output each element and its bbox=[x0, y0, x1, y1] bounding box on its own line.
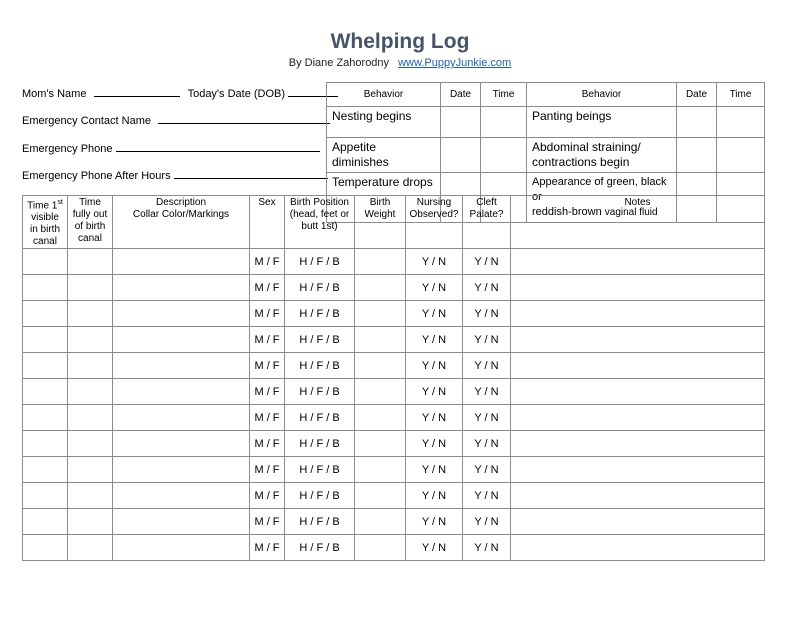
time-first-visible-header bbox=[23, 196, 68, 249]
header-text: canal bbox=[33, 236, 57, 248]
time-first-visible-cell[interactable] bbox=[23, 275, 68, 301]
birth-weight-cell[interactable] bbox=[355, 535, 406, 561]
birth-weight-cell[interactable] bbox=[355, 483, 406, 509]
header-text: Cleft bbox=[476, 197, 497, 208]
description-cell[interactable] bbox=[113, 405, 250, 431]
cleft-palate-cell[interactable]: Y / N bbox=[463, 431, 511, 457]
log-row bbox=[23, 457, 765, 483]
time-cell[interactable] bbox=[481, 138, 527, 173]
header-text: Observed? bbox=[409, 209, 459, 220]
log-row bbox=[23, 509, 765, 535]
time-first-visible-cell[interactable] bbox=[23, 353, 68, 379]
notes-header: Notes bbox=[511, 196, 765, 249]
header-text: of birth bbox=[74, 221, 106, 232]
nursing-cell[interactable]: Y / N bbox=[406, 483, 463, 509]
birth-weight-cell[interactable] bbox=[355, 275, 406, 301]
behavior-panting: Panting beings bbox=[527, 107, 677, 138]
date-cell[interactable] bbox=[441, 107, 481, 138]
header-text: Collar Color/Markings bbox=[132, 209, 230, 220]
cleft-palate-header bbox=[463, 196, 511, 249]
nursing-cell[interactable]: Y / N bbox=[406, 275, 463, 301]
behavior-straining bbox=[527, 138, 677, 173]
log-row bbox=[23, 483, 765, 509]
log-row bbox=[23, 327, 765, 353]
nursing-cell[interactable]: Y / N bbox=[406, 353, 463, 379]
time-first-visible-cell[interactable] bbox=[23, 405, 68, 431]
website-link[interactable]: www.PuppyJunkie.com bbox=[398, 57, 512, 69]
birth-weight-header bbox=[355, 196, 406, 249]
time-first-visible-cell[interactable] bbox=[23, 327, 68, 353]
sex-cell[interactable]: M / F bbox=[250, 431, 285, 457]
header-text: Description bbox=[155, 197, 207, 208]
time-first-visible-cell[interactable] bbox=[23, 379, 68, 405]
time-fully-out-cell[interactable] bbox=[68, 301, 113, 327]
birth-position-cell[interactable]: H / F / B bbox=[285, 353, 355, 379]
nursing-cell[interactable]: Y / N bbox=[406, 379, 463, 405]
birth-weight-cell[interactable] bbox=[355, 405, 406, 431]
date-header: Date bbox=[441, 83, 481, 107]
cleft-palate-cell[interactable]: Y / N bbox=[463, 483, 511, 509]
emergency-after-hours-label: Emergency Phone After Hours bbox=[22, 170, 171, 182]
sex-cell[interactable]: M / F bbox=[250, 509, 285, 535]
header-text: Nursing bbox=[416, 197, 452, 208]
behavior-temperature: Temperature drops bbox=[327, 173, 441, 223]
header-text: Weight bbox=[364, 209, 396, 220]
time-fully-out-header bbox=[68, 196, 113, 249]
sex-cell[interactable]: M / F bbox=[250, 535, 285, 561]
notes-cell[interactable] bbox=[511, 405, 765, 431]
birth-weight-cell[interactable] bbox=[355, 327, 406, 353]
birth-weight-cell[interactable] bbox=[355, 353, 406, 379]
time-cell[interactable] bbox=[717, 138, 765, 173]
nursing-cell[interactable]: Y / N bbox=[406, 301, 463, 327]
description-cell[interactable] bbox=[113, 457, 250, 483]
nursing-cell[interactable]: Y / N bbox=[406, 249, 463, 275]
time-first-visible-cell[interactable] bbox=[23, 509, 68, 535]
time-fully-out-cell[interactable] bbox=[68, 249, 113, 275]
cleft-palate-cell[interactable]: Y / N bbox=[463, 535, 511, 561]
description-cell[interactable] bbox=[113, 327, 250, 353]
behavior-nesting: Nesting begins bbox=[327, 107, 441, 138]
time-header: Time bbox=[717, 83, 765, 107]
whelping-log-table bbox=[22, 195, 765, 561]
description-cell[interactable] bbox=[113, 249, 250, 275]
birth-position-cell[interactable]: H / F / B bbox=[285, 379, 355, 405]
emergency-after-hours-line[interactable] bbox=[174, 168, 328, 179]
notes-cell[interactable] bbox=[511, 327, 765, 353]
log-row bbox=[23, 249, 765, 275]
birth-position-cell[interactable]: H / F / B bbox=[285, 301, 355, 327]
notes-cell[interactable] bbox=[511, 275, 765, 301]
behavior-header: Behavior bbox=[527, 83, 677, 107]
header-text: in birth bbox=[29, 224, 60, 236]
time-first-visible-cell[interactable] bbox=[23, 457, 68, 483]
birth-position-cell[interactable]: H / F / B bbox=[285, 535, 355, 561]
birth-weight-cell[interactable] bbox=[355, 301, 406, 327]
header-text: (head, feet or bbox=[289, 209, 350, 220]
moms-name-label: Mom's Name bbox=[22, 88, 87, 100]
birth-weight-cell[interactable] bbox=[355, 431, 406, 457]
nursing-cell[interactable]: Y / N bbox=[406, 509, 463, 535]
moms-name-line[interactable] bbox=[94, 86, 180, 97]
birth-position-cell[interactable]: H / F / B bbox=[285, 405, 355, 431]
time-fully-out-cell[interactable] bbox=[68, 535, 113, 561]
sex-cell[interactable]: M / F bbox=[250, 379, 285, 405]
birth-position-cell[interactable]: H / F / B bbox=[285, 431, 355, 457]
emergency-phone-field[interactable] bbox=[22, 141, 320, 155]
cleft-palate-cell[interactable]: Y / N bbox=[463, 249, 511, 275]
behavior-row bbox=[327, 107, 765, 138]
header-text: canal bbox=[78, 233, 102, 244]
behavior-straining-line2: contractions begin bbox=[532, 155, 630, 169]
time-first-visible-cell[interactable] bbox=[23, 483, 68, 509]
notes-cell[interactable] bbox=[511, 483, 765, 509]
cleft-palate-cell[interactable]: Y / N bbox=[463, 457, 511, 483]
header-text: fully out bbox=[72, 209, 108, 220]
description-cell[interactable] bbox=[113, 379, 250, 405]
log-row bbox=[23, 275, 765, 301]
header-text: Palate? bbox=[469, 209, 504, 220]
description-cell[interactable] bbox=[113, 535, 250, 561]
nursing-cell[interactable]: Y / N bbox=[406, 535, 463, 561]
log-row bbox=[23, 535, 765, 561]
time-first-visible-cell[interactable] bbox=[23, 249, 68, 275]
time-cell[interactable] bbox=[481, 107, 527, 138]
notes-cell[interactable] bbox=[511, 353, 765, 379]
sex-cell[interactable]: M / F bbox=[250, 457, 285, 483]
sex-cell[interactable]: M / F bbox=[250, 301, 285, 327]
header-text: Birth Position bbox=[290, 197, 349, 208]
sex-cell[interactable]: M / F bbox=[250, 275, 285, 301]
header-text: Time 1 bbox=[27, 200, 58, 212]
time-fully-out-cell[interactable] bbox=[68, 457, 113, 483]
description-cell[interactable] bbox=[113, 483, 250, 509]
emergency-contact-label: Emergency Contact Name bbox=[22, 115, 151, 127]
time-first-visible-cell[interactable] bbox=[23, 535, 68, 561]
nursing-cell[interactable]: Y / N bbox=[406, 405, 463, 431]
notes-cell[interactable] bbox=[511, 249, 765, 275]
nursing-cell[interactable]: Y / N bbox=[406, 431, 463, 457]
sex-cell[interactable]: M / F bbox=[250, 483, 285, 509]
time-fully-out-cell[interactable] bbox=[68, 353, 113, 379]
nursing-cell[interactable]: Y / N bbox=[406, 327, 463, 353]
description-header bbox=[113, 196, 250, 249]
birth-position-cell[interactable]: H / F / B bbox=[285, 327, 355, 353]
log-row bbox=[23, 405, 765, 431]
notes-cell[interactable] bbox=[511, 379, 765, 405]
sex-cell[interactable]: M / F bbox=[250, 353, 285, 379]
header-sup: st bbox=[57, 199, 63, 206]
birth-position-cell[interactable]: H / F / B bbox=[285, 509, 355, 535]
emergency-contact-field[interactable] bbox=[22, 113, 330, 127]
behavior-fluid-line2b: vaginal fluid bbox=[604, 207, 658, 218]
birth-weight-cell[interactable] bbox=[355, 457, 406, 483]
cleft-palate-cell[interactable]: Y / N bbox=[463, 301, 511, 327]
sex-cell[interactable]: M / F bbox=[250, 327, 285, 353]
description-cell[interactable] bbox=[113, 431, 250, 457]
time-cell[interactable] bbox=[717, 107, 765, 138]
date-cell[interactable] bbox=[677, 138, 717, 173]
log-row bbox=[23, 379, 765, 405]
emergency-phone-line[interactable] bbox=[116, 141, 320, 152]
log-row bbox=[23, 353, 765, 379]
cleft-palate-cell[interactable]: Y / N bbox=[463, 327, 511, 353]
birth-position-cell[interactable]: H / F / B bbox=[285, 457, 355, 483]
time-fully-out-cell[interactable] bbox=[68, 431, 113, 457]
date-cell[interactable] bbox=[677, 107, 717, 138]
time-fully-out-cell[interactable] bbox=[68, 483, 113, 509]
behavior-fluid-line2a: reddish-brown bbox=[532, 206, 602, 218]
birth-weight-cell[interactable] bbox=[355, 509, 406, 535]
time-fully-out-cell[interactable] bbox=[68, 379, 113, 405]
cleft-palate-cell[interactable]: Y / N bbox=[463, 353, 511, 379]
sex-cell[interactable]: M / F bbox=[250, 405, 285, 431]
notes-cell[interactable] bbox=[511, 431, 765, 457]
log-row bbox=[23, 431, 765, 457]
todays-date-label: Today's Date (DOB) bbox=[187, 88, 286, 100]
description-cell[interactable] bbox=[113, 301, 250, 327]
log-row bbox=[23, 301, 765, 327]
description-cell[interactable] bbox=[113, 353, 250, 379]
birth-weight-cell[interactable] bbox=[355, 379, 406, 405]
nursing-header bbox=[406, 196, 463, 249]
notes-cell[interactable] bbox=[511, 509, 765, 535]
description-cell[interactable] bbox=[113, 275, 250, 301]
nursing-cell[interactable]: Y / N bbox=[406, 457, 463, 483]
page-title: Whelping Log bbox=[330, 30, 470, 53]
notes-cell[interactable] bbox=[511, 301, 765, 327]
cleft-palate-cell[interactable]: Y / N bbox=[463, 275, 511, 301]
emergency-contact-line[interactable] bbox=[158, 113, 330, 124]
birth-position-header bbox=[285, 196, 355, 249]
behavior-header: Behavior bbox=[327, 83, 441, 107]
header-text: visible bbox=[31, 212, 59, 224]
behavior-row bbox=[327, 138, 765, 173]
time-fully-out-cell[interactable] bbox=[68, 275, 113, 301]
behavior-header-row bbox=[327, 83, 765, 107]
time-fully-out-cell[interactable] bbox=[68, 509, 113, 535]
sex-cell[interactable]: M / F bbox=[250, 249, 285, 275]
notes-cell[interactable] bbox=[511, 535, 765, 561]
birth-position-cell[interactable]: H / F / B bbox=[285, 483, 355, 509]
time-first-visible-cell[interactable] bbox=[23, 431, 68, 457]
author-text: By Diane Zahorodny bbox=[288, 57, 390, 69]
time-fully-out-cell[interactable] bbox=[68, 327, 113, 353]
date-cell[interactable] bbox=[441, 138, 481, 173]
behavior-fluid-line1: Appearance of green, black or bbox=[532, 176, 667, 203]
birth-weight-cell[interactable] bbox=[355, 249, 406, 275]
description-cell[interactable] bbox=[113, 509, 250, 535]
behavior-appetite: Appetite diminishes bbox=[327, 138, 441, 173]
time-first-visible-cell[interactable] bbox=[23, 301, 68, 327]
cleft-palate-cell[interactable]: Y / N bbox=[463, 379, 511, 405]
behavior-straining-line1: Abdominal straining/ bbox=[532, 140, 641, 154]
time-fully-out-cell[interactable] bbox=[68, 405, 113, 431]
cleft-palate-cell[interactable]: Y / N bbox=[463, 509, 511, 535]
sex-header: Sex bbox=[250, 196, 285, 249]
header-text: Time bbox=[79, 197, 101, 208]
date-header: Date bbox=[677, 83, 717, 107]
birth-position-cell[interactable]: H / F / B bbox=[285, 249, 355, 275]
notes-cell[interactable] bbox=[511, 457, 765, 483]
time-header: Time bbox=[481, 83, 527, 107]
birth-position-cell[interactable]: H / F / B bbox=[285, 275, 355, 301]
cleft-palate-cell[interactable]: Y / N bbox=[463, 405, 511, 431]
moms-name-field[interactable] bbox=[22, 86, 338, 100]
emergency-phone-label: Emergency Phone bbox=[22, 143, 113, 155]
header-text: butt 1st) bbox=[301, 221, 338, 232]
emergency-after-hours-field[interactable] bbox=[22, 168, 328, 182]
log-header-row bbox=[23, 196, 765, 249]
byline bbox=[0, 57, 800, 69]
header-text: Birth bbox=[369, 197, 391, 208]
